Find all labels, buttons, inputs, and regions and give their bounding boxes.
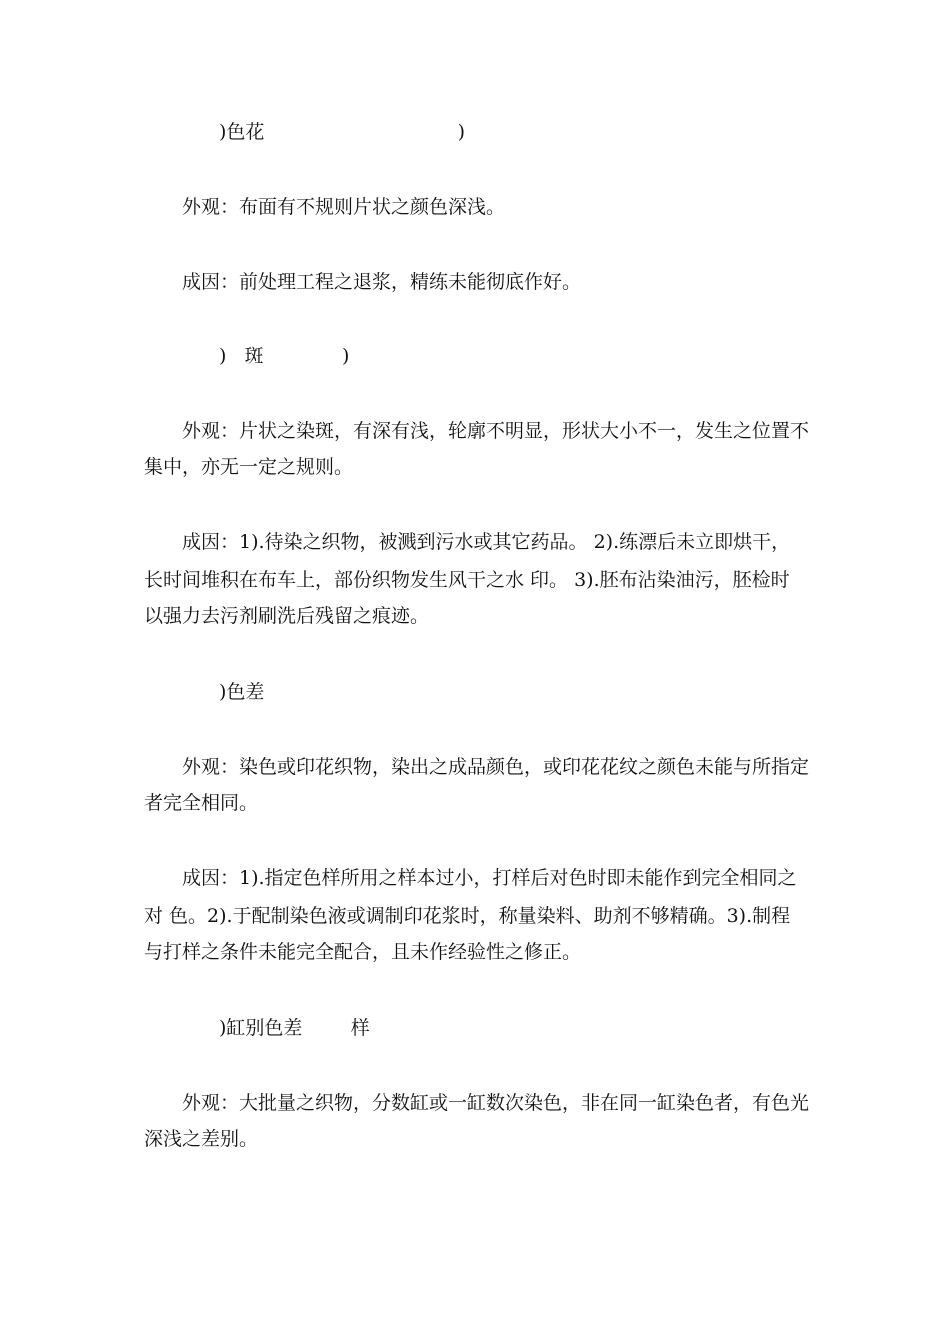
paragraph-line: 外观：染色或印花织物，染出之成品颜色，或印花花纹之颜色未能与所指定 [182, 756, 810, 778]
section-heading: )色花 ) [219, 121, 466, 143]
section-heading: )缸别色差 样 [219, 1017, 370, 1039]
paragraph-line: 外观：布面有不规则片状之颜色深浅。 [182, 196, 506, 218]
section-heading: )色差 [219, 681, 265, 703]
paragraph-line: 与打样之条件未能完全配合，且未作经验性之修正。 [144, 941, 582, 963]
paragraph-line: 成因：1).待染之织物，被溅到污水或其它药品。 2).练漂后未立即烘干， [182, 531, 791, 553]
paragraph-line: 以强力去污剂刷洗后残留之痕迹。 [144, 605, 430, 627]
paragraph-line: 长时间堆积在布车上，部份织物发生风干之水 印。 3).胚布沾染油污，胚检时 [144, 569, 790, 591]
paragraph-line: 成因：前处理工程之退浆，精练未能彻底作好。 [182, 271, 582, 293]
paragraph-line: 成因：1).指定色样所用之样本过小，打样后对色时即未能作到完全相同之 [182, 867, 797, 889]
paragraph-line: 深浅之差别。 [144, 1128, 259, 1150]
paragraph-line: 对 色。2).于配制染色液或调制印花浆时，称量染料、助剂不够精确。3).制程 [144, 905, 791, 927]
paragraph-line: 者完全相同。 [144, 792, 259, 814]
paragraph-line: 外观：大批量之织物，分数缸或一缸数次染色，非在同一缸染色者，有色光 [182, 1092, 810, 1114]
paragraph-line: 集中，亦无一定之规则。 [144, 456, 354, 478]
section-heading: ) 斑 ) [219, 345, 350, 367]
paragraph-line: 外观：片状之染斑，有深有浅，轮廓不明显，形状大小不一，发生之位置不 [182, 420, 810, 442]
